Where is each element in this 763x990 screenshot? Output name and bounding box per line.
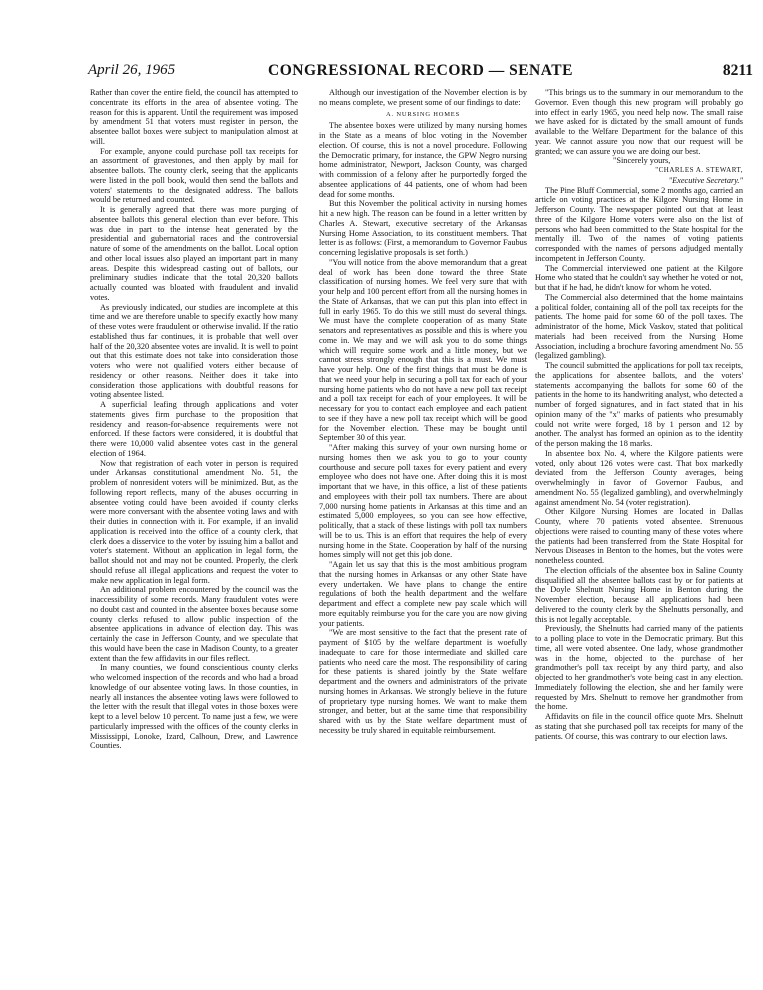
paragraph: Now that registration of each voter in person is required under Arkansas constitutional amendment No. 51, the problem of nonresident voters will be minimized. But, as the following report reflects, many of the abuses occurring in absentee voting could have been avoided if county clerks were more conversant with the absentee voting laws and with their duties in connection with it. For example, if an invalid application is received into the office of a county clerk, that clerk does a disservice to the voter by issuing him a ballot and voter's statement. Without an application in legal form, the ballot should not and may not be counted. Properly, the clerk should refuse all illegal applications and request the voter to make new application in legal form. [90,458,298,585]
paragraph: The Commercial interviewed one patient at the Kilgore Home who stated that he couldn't say whether he voted or not, but that if he had, he didn't know for whom he voted. [535,263,743,292]
paragraph: In absentee box No. 4, where the Kilgore patients were voted, only about 126 votes were cast. That box markedly deviated from the Jefferson County averages, being overwhelmingly in favor of Governor Faubus, and amendment No. 55 (legalized gambling), and overwhelmingly against amendment No. 54 (voter registration). [535,448,743,507]
page-header [88,62,753,88]
header-title: CONGRESSIONAL RECORD — SENATE [268,62,573,79]
paragraph: The council submitted the applications for poll tax receipts, the applications for absentee ballots, and the voters' statements accompanying the ballots for some 60 of the patients in the home to its handwriting analyst, who detected a number of forged signatures, and in fact stated that in his opinion many of the "x" marks of patients who presumably could not write were forged, 18 by 1 person and 12 by another. The analyst has formed an opinion as to the identity of the person making the 18 marks. [535,361,743,448]
section-subheading: A. NURSING HOMES [385,110,460,118]
paragraph: The Pine Bluff Commercial, some 2 months ago, carried an article on voting practices at the Kilgore Nursing Home in Jefferson County. The newspaper pointed out that at least three of the Kilgore Home voters were also on the list of persons who had been committed to the State hospital for the mentally ill. Two of the names of voting patients corresponded with the names of persons adjudged mentally incompetent in Jefferson County. [535,185,743,263]
paragraph: "We are most sensitive to the fact that the present rate of payment of $105 by the welfare department is woefully inadequate to care for those intermediate and skilled care patients who need care the most. The responsibility of caring for these patients is shared jointly by the State welfare department and the owners and administrators of the private nursing homes in Arkansas. We strongly believe in the future of proprietary type nursing homes. We want to make them stronger, and better, but at the same time that responsibility shared with us by the State welfare department must of necessity be truly shared in equitable reimbursement. [319,628,527,735]
signature-name: "CHARLES A. STEWART, [655,166,743,174]
text-column-1 [90,88,298,751]
paragraph: The election officials of the absentee box in Saline County disqualified all the absentee ballots cast by or for patients at the Doyle Shelnutt Nursing Home in Benton during the November election, because all applications had been delivered to the county clerk by the Shelnutts personally, and this is not legally acceptable. [535,565,743,624]
paragraph: "This brings us to the summary in our memorandum to the Governor. Even though this new program will probably go into effect in early 1965, you need help now. The small raise we have asked for is dictated by the small amount of funds available to the Welfare Department for the balance of this year. We cannot assure you now that our request will be granted; we can assure you we are doing our best. [535,88,743,156]
paragraph: Other Kilgore Nursing Homes are located in Dallas County, where 70 patients voted absentee. Strenuous objections were raised to counting many of these votes where the patients had been transferred from the State Hospital for Nervous Diseases in Benton to the homes, but the votes were nonetheless counted. [535,507,743,565]
paragraph: But this November the political activity in nursing homes hit a new high. The reason can be found in a letter written by Charles A. Stewart, executive secretary of the Arkansas Nursing Home Association, to its constituent members. That letter is as follows: (First, a memorandum to Governor Faubus concerning legislative proposals is set forth.) [319,199,527,257]
paragraph: Rather than cover the entire field, the council has attempted to concentrate its efforts in the area of absentee voting. The reason for this is apparent. Until the requirement was imposed by amendment 51 that voters must register in person, the absentee ballot boxes were subject to manipulation almost at will. [90,88,298,146]
paragraph: "You will notice from the above memorandum that a great deal of work has been done toward the three State classification of nursing homes. We feel very sure that with your help and 100 percent effort from all the nursing homes in the State of Arkansas, that we can put this plan into effect in full in early 1965. To do this we still must do several things. We must have the complete cooperation of as many State senators and representatives as possible and this is where you come in. We may and we will ask you to do some things which will require some work and a little money, but we cannot stress strongly enough that this is a must. We must have your help. One of the first things that must be done is that we need your help in securing a poll tax for each of your nursing home patients who do not have a new poll tax receipt and a poll tax receipt for each of your employees. It will be necessary for you to contact each employee and each patient to see if they have a new poll tax receipt which will be good for the November election. These may be bought until September 30 of this year. [319,257,527,443]
paragraph: A superficial leafing through applications and voter statements gives firm purchase to the proposition that residency and reason-for-absence requirements were not enforced. If these factors were considered, it is doubtful that there were 10,000 valid absentee votes cast in the general election of 1964. [90,400,298,458]
paragraph: In many counties, we found conscientious county clerks who welcomed inspection of the records and who had a broad knowledge of our absentee voting laws. In those counties, in nearly all instances the absentee voting laws were followed to the letter with the result that illegal votes in those boxes were kept to a level below 10 percent. To name just a few, we were particularly impressed with the offices of the county clerks in Mississippi, Lonoke, Izard, Calhoun, Drew, and Lawrence Counties. [90,663,298,751]
paragraph: Although our investigation of the November election is by no means complete, we present some of our findings to date: [319,88,527,107]
paragraph: For example, anyone could purchase poll tax receipts for an assortment of gravestones, and then apply by mail for absentee ballots. The county clerk, seeing that the applicants were listed in the poll book, would then send the ballots and voters' statements to the designated address. The ballots would be returned and counted. [90,146,298,205]
paragraph: It is generally agreed that there was more purging of absentee ballots this general election than ever before. This was due in part to the intense heat generated by the presidential and gubernatorial races and the controversial nature of some of the amendments on the ballot. Local option and other local issues also played an important part in many areas. Despite this widespread casting out of ballots, our preliminary studies indicate that the total 20,320 ballots actually counted was bloated with fraudulent and invalid votes. [90,205,298,302]
header-page-number: 8211 [722,62,753,79]
paragraph: The absentee boxes were utilized by many nursing homes in the State as a means of bloc voting in the November election. Of course, this is not a novel procedure. Following the Democratic primary, for instance, the GPW Negro nursing home administrator, Newport, Jackson County, was charged with commission of a felony after he purportedly forged the absentee applications of 44 patients, one of whom had been dead for some months. [319,121,527,199]
paragraph: An additional problem encountered by the council was the inaccessibility of some records. Many fraudulent votes were no doubt cast and counted in the absentee boxes because some county clerks refused to allow public inspection of the absentee applications in advance of election day. This was certainly the case in Jefferson County, and we speculate that this would have been the case in Madison County, to a greater extent than the few affidavits in our files reflect. [90,585,298,663]
paragraph: The Commercial also determined that the home maintains a political folder, containing all of the poll tax receipts for the patients. The home paid for some 60 of the poll taxes. The administrator of the home, Mick Vaskov, stated that political materials had been received from the Nursing Home Association, including a brochure favoring amendment No. 55 (legalized gambling). [535,292,743,361]
signature-title: "Executive Secretary." [668,175,743,185]
paragraph: "After making this survey of your own nursing home or nursing homes then we ask you to go to your county courthouse and secure poll taxes for every patient and every employee who does not have one. After doing this it is most important that we have, in this office, a list of these patients and employees with their poll tax numbers. There are about 7,000 nursing home patients in Arkansas at this time and an estimated 5,000 employees, so you can see how effective, politically, that a stack of these listings with poll tax numbers will be to us. This is an effort that requires the help of every nursing home in the State. Cooperation by half of the nursing homes simply will not get this job done. [319,443,527,560]
letter-closing: "Sincerely yours, [613,156,671,166]
paragraph: Affidavits on file in the council office quote Mrs. Shelnutt as stating that she purchased poll tax receipts for many of the patients. Of course, this was contrary to our election laws. [535,712,743,741]
paragraph: Previously, the Shelnutts had carried many of the patients to a polling place to vote in the Democratic primary. But this time, all were voted absentee. One lady, whose grandmother was in the home, objected to the purchase of her grandmother's poll tax receipt by any third party, and also objected to her grandmother's vote being cast in any election. Immediately following the election, she and her family were requested by Mrs. Shelnutt to remove her grandmother from the home. [535,624,743,712]
paragraph: As previously indicated, our studies are incomplete at this time and we are therefore unable to specify exactly how many of these votes were fraudulent or otherwise invalid. If the ratio established thus far continues, it is probable that well over half of the 20,320 absentee votes are invalid. It is well to point out that this estimate does not take into consideration those voters who were not qualified voters either because of residency or other reasons. Neither does it take into consideration those applications with doubtful reasons for voting absentee listed. [90,302,298,400]
paragraph: "Again let us say that this is the most ambitious program that the nursing homes in Arkansas or any other State have every undertaken. We have plans to change the entire regulations of both the health department and the welfare department and effect a complete new pay scale which will more equitably reimburse you for the care you are now giving your patients. [319,560,527,628]
text-column-2 [319,88,527,736]
header-date: April 26, 1965 [88,62,176,78]
text-column-3 [535,88,743,741]
